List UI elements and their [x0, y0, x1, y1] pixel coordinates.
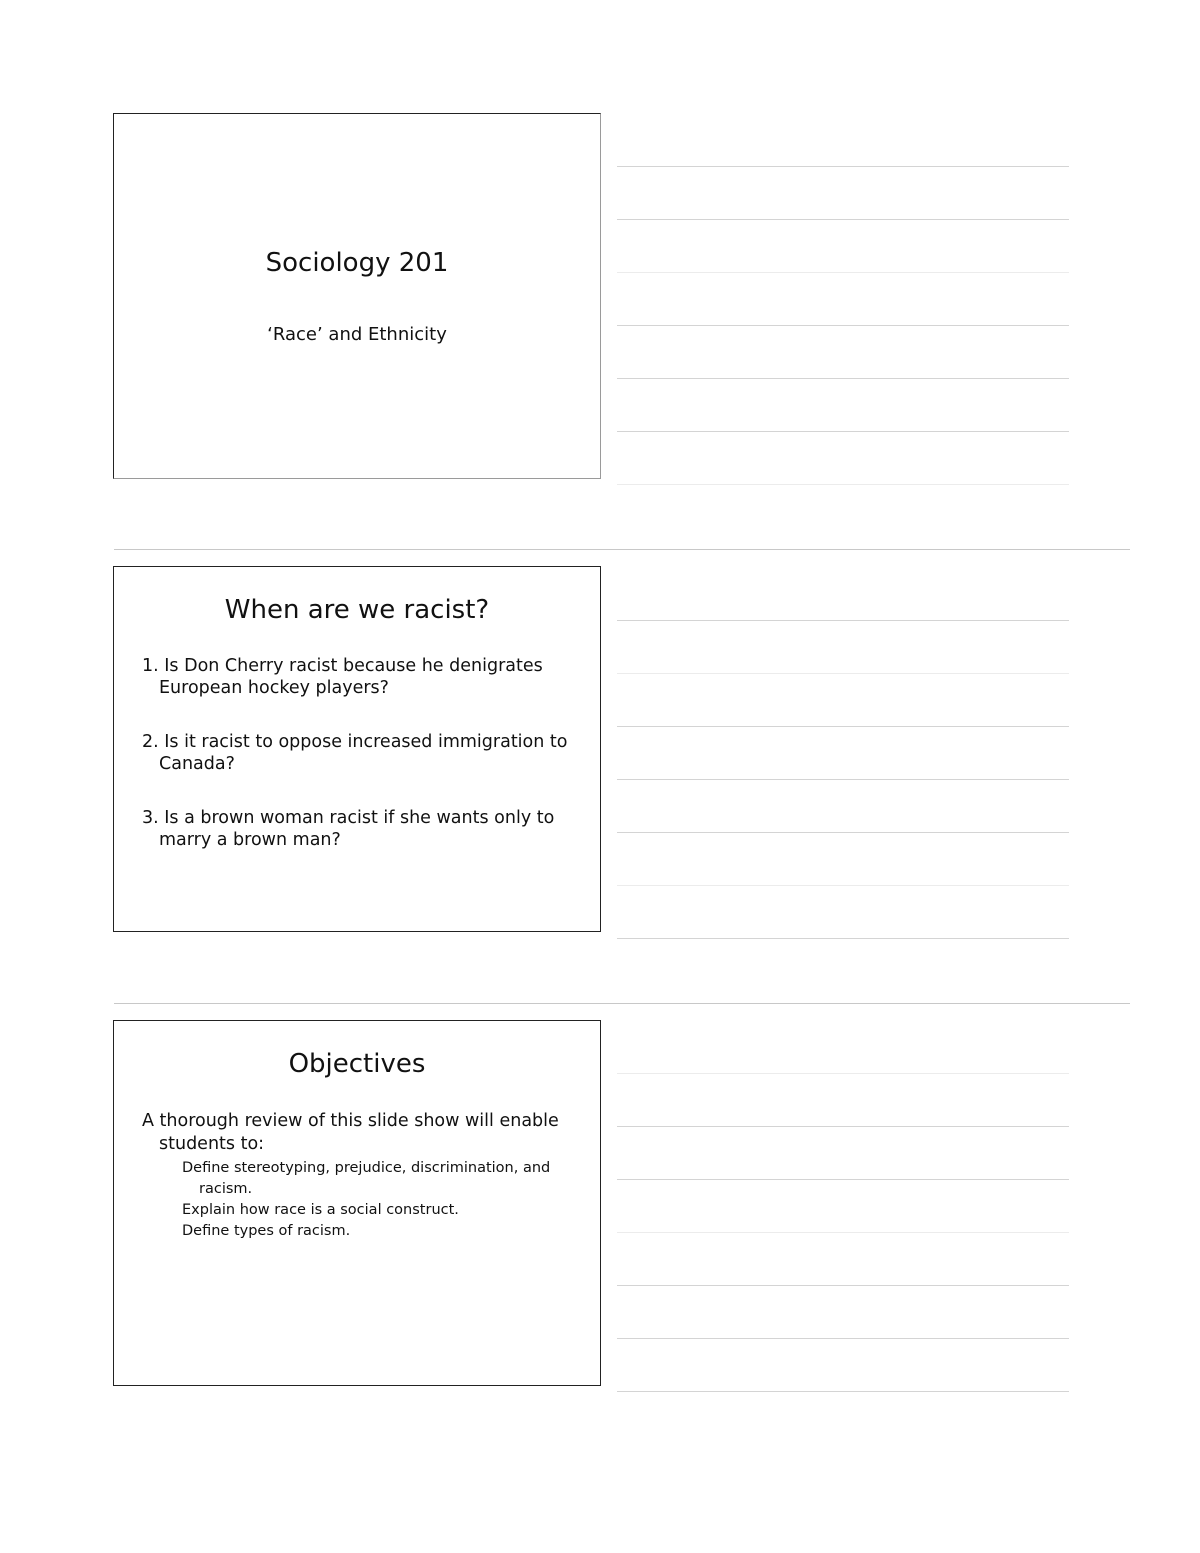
objectives-list [182, 1158, 582, 1242]
note-line [617, 272, 1069, 273]
note-line [617, 484, 1069, 485]
note-line [617, 1391, 1069, 1392]
note-line [617, 1126, 1069, 1127]
slide-1-thumbnail [113, 113, 601, 479]
slide-2-title: When are we racist? [224, 595, 490, 625]
note-line [617, 938, 1069, 939]
note-line [617, 166, 1069, 167]
slide-3-thumbnail [113, 1020, 601, 1386]
note-line [617, 1285, 1069, 1286]
list-item: Define stereotyping, prejudice, discrimination, and racism. [182, 1160, 551, 1197]
note-line [617, 1232, 1069, 1233]
slide-1-subtitle: ‘Race’ and Ethnicity [267, 324, 447, 345]
slide-1-title: Sociology 201 [265, 248, 449, 278]
list-item: 2. Is it racist to oppose increased immigration to Canada? [142, 732, 568, 774]
note-line [617, 219, 1069, 220]
note-line [617, 1073, 1069, 1074]
note-line [617, 620, 1069, 621]
note-line [617, 1179, 1069, 1180]
note-line [617, 325, 1069, 326]
note-line [617, 1338, 1069, 1339]
objectives-intro: A thorough review of this slide show will enable students to: [142, 1111, 559, 1154]
section-separator [114, 1003, 1130, 1004]
note-line [617, 885, 1069, 886]
note-line [617, 779, 1069, 780]
section-separator [114, 549, 1130, 550]
list-item: Define types of racism. [182, 1223, 351, 1239]
slide-2-thumbnail [113, 566, 601, 932]
list-item: 3. Is a brown woman racist if she wants only to marry a brown man? [142, 808, 555, 850]
note-line [617, 832, 1069, 833]
list-item: Explain how race is a social construct. [182, 1202, 459, 1218]
slide-3-title: Objectives [288, 1049, 426, 1079]
note-line [617, 673, 1069, 674]
note-line [617, 378, 1069, 379]
list-item: 1. Is Don Cherry racist because he denigrates European hockey players? [142, 656, 543, 698]
note-line [617, 431, 1069, 432]
note-line [617, 726, 1069, 727]
question-list [142, 655, 582, 883]
